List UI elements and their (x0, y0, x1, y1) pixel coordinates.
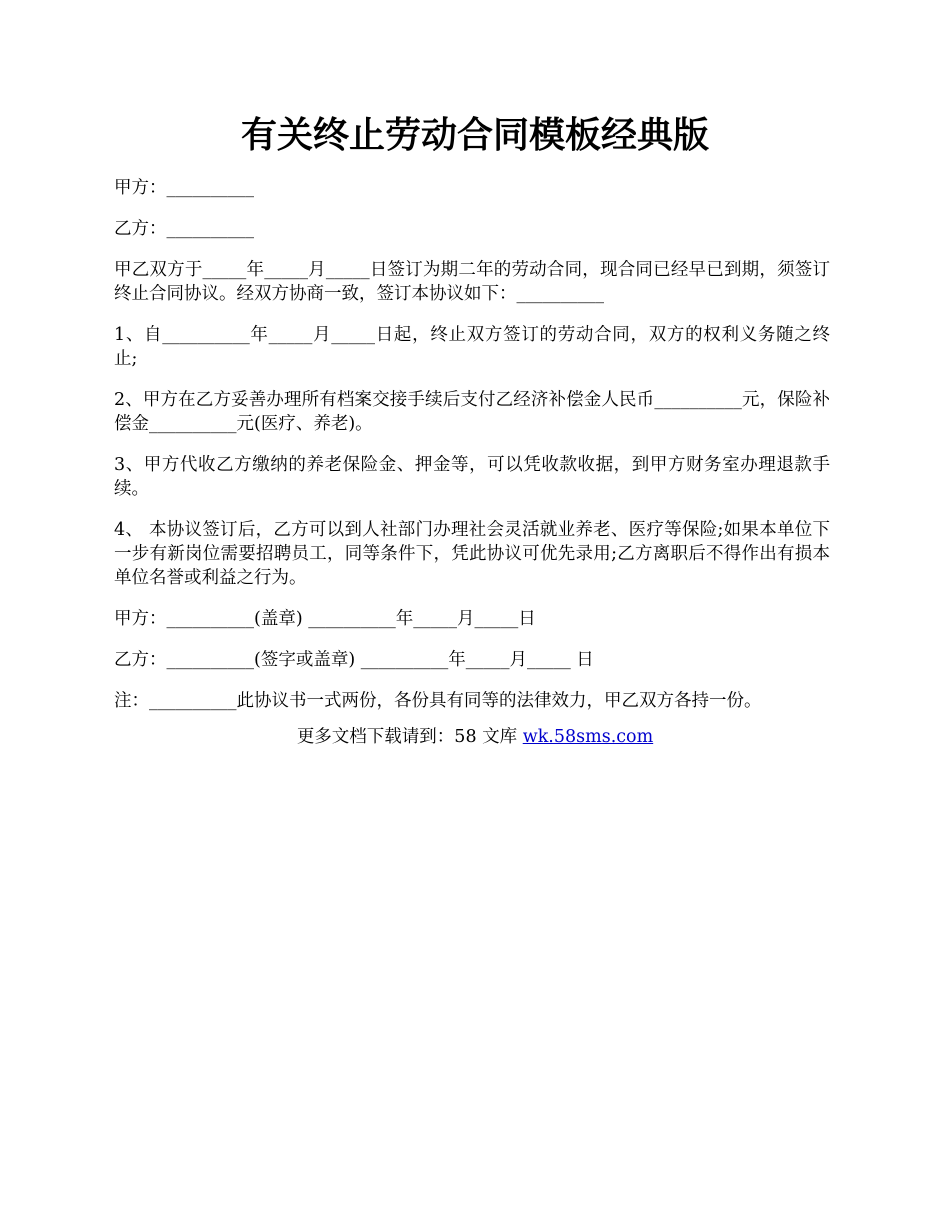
party-b-line: 乙方：__________ (114, 219, 254, 239)
party-a-line: 甲方：__________ (114, 178, 254, 198)
clause-4: 4、 本协议签订后，乙方可以到人社部门办理社会灵活就业养老、医疗等保险;如果本单位下一步有新岗位需要招聘员工，同等条件下，凭此协议可优先录用;乙方离职后不得作出有损本单位名誉或利益之行为。 (114, 520, 830, 588)
clause-1: 1、自__________年_____月_____日起，终止双方签订的劳动合同，双方的权利义务随之终止; (114, 325, 830, 369)
document-title: 有关终止劳动合同模板经典版 (240, 114, 709, 156)
party-a-signature: 甲方：__________(盖章) __________年_____月_____日 (114, 609, 536, 629)
footer-link[interactable]: wk.58sms.com (522, 727, 654, 747)
party-b-signature: 乙方：__________(签字或盖章) __________年_____月_____ 日 (114, 650, 594, 670)
footer-text: 更多文档下载请到：58 文库 (296, 727, 523, 747)
footer (0, 725, 950, 749)
document-body (114, 176, 830, 730)
note-line: 注：__________此协议书一式两份，各份具有同等的法律效力，甲乙双方各持一份。 (114, 691, 762, 711)
intro-paragraph: 甲乙双方于_____年_____月_____日签订为期二年的劳动合同，现合同已经早已到期，须签订终止合同协议。经双方协商一致，签订本协议如下：__________ (114, 260, 830, 304)
clause-2: 2、甲方在乙方妥善办理所有档案交接手续后支付乙经济补偿金人民币__________元，保险补偿金__________元(医疗、养老)。 (114, 390, 830, 434)
clause-3: 3、甲方代收乙方缴纳的养老保险金、押金等，可以凭收款收据，到甲方财务室办理退款手续。 (114, 455, 830, 499)
